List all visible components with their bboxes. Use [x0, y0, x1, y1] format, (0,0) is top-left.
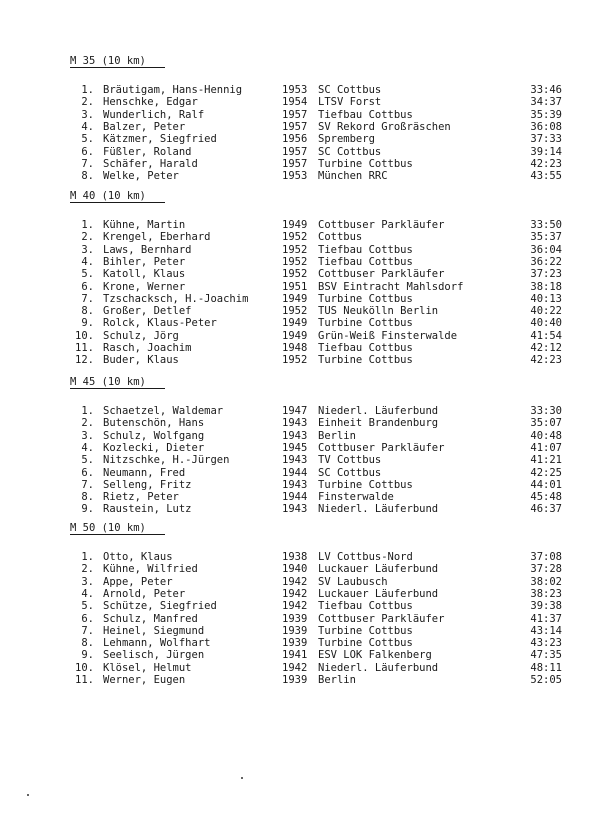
placement: 11.	[75, 674, 94, 686]
result-row	[0, 491, 605, 503]
club-name: TUS Neukölln Berlin	[318, 305, 439, 318]
birth-year: 1943	[282, 429, 308, 442]
placement: 1.	[81, 405, 94, 417]
result-row	[0, 96, 605, 108]
finish-time: 42:23	[530, 354, 562, 367]
birth-year: 1948	[282, 342, 308, 354]
club-name: Luckauer Läuferbund	[318, 587, 439, 600]
heading-underline	[70, 202, 165, 203]
club-name: LTSV Forst	[318, 96, 382, 109]
result-row	[0, 317, 605, 329]
runner-name: Heinel, Siegmund	[103, 624, 205, 637]
placement: 6.	[81, 280, 94, 293]
birth-year: 1945	[282, 441, 308, 454]
runner-name: Schulz, Wolfgang	[103, 429, 205, 442]
club-name: SV Rekord Großräschen	[318, 120, 451, 133]
runner-name: Arnold, Peter	[103, 587, 186, 600]
runner-name: Laws, Bernhard	[103, 243, 192, 256]
runner-name: Krone, Werner	[103, 280, 186, 293]
finish-time: 35:39	[530, 108, 562, 121]
result-row	[0, 170, 605, 182]
club-name: Cottbus	[318, 231, 363, 244]
birth-year: 1944	[282, 491, 308, 504]
finish-time: 41:21	[530, 454, 562, 467]
club-name: Grün-Weiß Finsterwalde	[318, 329, 458, 342]
finish-time: 33:46	[530, 84, 562, 96]
finish-time: 41:07	[530, 441, 562, 454]
club-name: Spremberg	[318, 133, 375, 146]
club-name: Tiefbau Cottbus	[318, 108, 413, 121]
runner-name: Rolck, Klaus-Peter	[103, 317, 217, 330]
placement: 1.	[81, 84, 94, 96]
birth-year: 1952	[282, 354, 308, 367]
result-row	[0, 354, 605, 366]
club-name: Turbine Cottbus	[318, 354, 413, 367]
runner-name: Henschke, Edgar	[103, 96, 198, 109]
placement: 8.	[81, 491, 94, 504]
club-name: Turbine Cottbus	[318, 478, 413, 491]
club-name: Tiefbau Cottbus	[318, 342, 413, 354]
birth-year: 1953	[282, 170, 308, 183]
club-name: Cottbuser Parkläufer	[318, 441, 445, 454]
finish-time: 42:12	[530, 342, 562, 354]
placement: 5.	[81, 600, 94, 613]
result-row	[0, 479, 605, 491]
result-row	[0, 268, 605, 280]
finish-time: 38:23	[530, 587, 562, 600]
runner-name: Schütze, Siegfried	[103, 600, 217, 613]
finish-time: 38:18	[530, 280, 562, 293]
placement: 5.	[81, 133, 94, 146]
finish-time: 35:07	[530, 417, 562, 430]
club-name: Finsterwalde	[318, 491, 394, 504]
runner-name: Krengel, Eberhard	[103, 231, 211, 244]
birth-year: 1940	[282, 563, 308, 576]
runner-name: Nitzschke, H.-Jürgen	[103, 454, 230, 467]
result-row	[0, 442, 605, 454]
birth-year: 1952	[282, 305, 308, 318]
runner-name: Werner, Eugen	[103, 674, 186, 686]
placement: 7.	[81, 624, 94, 637]
placement: 11.	[75, 342, 94, 354]
result-row	[0, 625, 605, 637]
club-name: BSV Eintracht Mahlsdorf	[318, 280, 464, 293]
club-name: Cottbuser Parkläufer	[318, 268, 445, 281]
result-row	[0, 293, 605, 305]
club-name: Niederl. Läuferbund	[318, 661, 439, 674]
club-name: Luckauer Läuferbund	[318, 563, 439, 576]
runner-name: Bihler, Peter	[103, 255, 186, 268]
placement: 3.	[81, 429, 94, 442]
finish-time: 37:08	[530, 551, 562, 563]
runner-name: Wunderlich, Ralf	[103, 108, 205, 121]
club-name: Niederl. Läuferbund	[318, 405, 439, 417]
finish-time: 41:37	[530, 612, 562, 625]
runner-name: Großer, Detlef	[103, 305, 192, 318]
placement: 3.	[81, 108, 94, 121]
finish-time: 34:37	[530, 96, 562, 109]
age-group-heading: M 50 (10 km)	[70, 522, 146, 534]
club-name: Turbine Cottbus	[318, 292, 413, 305]
club-name: Turbine Cottbus	[318, 317, 413, 330]
birth-year: 1942	[282, 661, 308, 674]
birth-year: 1947	[282, 405, 308, 417]
club-name: TV Cottbus	[318, 454, 382, 467]
runner-name: Raustein, Lutz	[103, 503, 192, 516]
finish-time: 33:30	[530, 405, 562, 417]
result-row	[0, 281, 605, 293]
finish-time: 36:04	[530, 243, 562, 256]
club-name: LV Cottbus-Nord	[318, 551, 413, 563]
birth-year: 1952	[282, 255, 308, 268]
result-row	[0, 503, 605, 515]
birth-year: 1957	[282, 108, 308, 121]
birth-year: 1949	[282, 317, 308, 330]
scan-speck	[27, 794, 29, 796]
placement: 2.	[81, 417, 94, 430]
finish-time: 43:23	[530, 637, 562, 650]
scan-speck	[241, 777, 243, 779]
birth-year: 1943	[282, 478, 308, 491]
heading-underline	[70, 388, 165, 389]
club-name: München RRC	[318, 170, 388, 183]
runner-name: Welke, Peter	[103, 170, 179, 183]
finish-time: 42:23	[530, 157, 562, 170]
birth-year: 1957	[282, 120, 308, 133]
club-name: Einheit Brandenburg	[318, 417, 439, 430]
birth-year: 1943	[282, 503, 308, 516]
club-name: Turbine Cottbus	[318, 637, 413, 650]
placement: 6.	[81, 145, 94, 158]
finish-time: 40:22	[530, 305, 562, 318]
club-name: Turbine Cottbus	[318, 624, 413, 637]
finish-time: 46:37	[530, 503, 562, 516]
runner-name: Butenschön, Hans	[103, 417, 205, 430]
club-name: Cottbuser Parkläufer	[318, 219, 445, 231]
placement: 10.	[75, 661, 94, 674]
placement: 6.	[81, 612, 94, 625]
birth-year: 1953	[282, 84, 308, 96]
placement: 1.	[81, 551, 94, 563]
age-group-heading: M 40 (10 km)	[70, 190, 146, 202]
result-row	[0, 133, 605, 145]
result-row	[0, 405, 605, 417]
birth-year: 1939	[282, 624, 308, 637]
placement: 2.	[81, 563, 94, 576]
result-row	[0, 613, 605, 625]
finish-time: 39:38	[530, 600, 562, 613]
finish-time: 40:40	[530, 317, 562, 330]
finish-time: 44:01	[530, 478, 562, 491]
placement: 7.	[81, 157, 94, 170]
result-row	[0, 244, 605, 256]
placement: 8.	[81, 170, 94, 183]
birth-year: 1943	[282, 417, 308, 430]
club-name: ESV LOK Falkenberg	[318, 649, 432, 662]
placement: 8.	[81, 637, 94, 650]
result-row	[0, 109, 605, 121]
club-name: Niederl. Läuferbund	[318, 503, 439, 516]
placement: 4.	[81, 120, 94, 133]
placement: 7.	[81, 478, 94, 491]
finish-time: 37:23	[530, 268, 562, 281]
placement: 8.	[81, 305, 94, 318]
runner-name: Rietz, Peter	[103, 491, 179, 504]
club-name: Turbine Cottbus	[318, 157, 413, 170]
finish-time: 45:48	[530, 491, 562, 504]
placement: 9.	[81, 317, 94, 330]
finish-time: 43:55	[530, 170, 562, 183]
club-name: SC Cottbus	[318, 84, 382, 96]
age-group-heading: M 45 (10 km)	[70, 376, 146, 388]
result-row	[0, 662, 605, 674]
result-row	[0, 219, 605, 231]
placement: 4.	[81, 441, 94, 454]
placement: 10.	[75, 329, 94, 342]
runner-name: Balzer, Peter	[103, 120, 186, 133]
result-row	[0, 563, 605, 575]
birth-year: 1942	[282, 587, 308, 600]
finish-time: 36:22	[530, 255, 562, 268]
runner-name: Kühne, Wilfried	[103, 563, 198, 576]
club-name: SV Laubusch	[318, 575, 388, 588]
result-row	[0, 637, 605, 649]
finish-time: 36:08	[530, 120, 562, 133]
result-row	[0, 417, 605, 429]
birth-year: 1939	[282, 612, 308, 625]
runner-name: Tzschacksch, H.-Joachim	[103, 292, 249, 305]
runner-name: Füßler, Roland	[103, 145, 192, 158]
birth-year: 1942	[282, 600, 308, 613]
runner-name: Bräutigam, Hans-Hennig	[103, 84, 243, 96]
finish-time: 42:25	[530, 466, 562, 479]
result-row	[0, 256, 605, 268]
placement: 7.	[81, 292, 94, 305]
birth-year: 1957	[282, 145, 308, 158]
runner-name: Schaetzel, Waldemar	[103, 405, 224, 417]
birth-year: 1952	[282, 231, 308, 244]
club-name: SC Cottbus	[318, 466, 382, 479]
finish-time: 35:37	[530, 231, 562, 244]
result-row	[0, 551, 605, 563]
birth-year: 1949	[282, 329, 308, 342]
placement: 1.	[81, 219, 94, 231]
placement: 9.	[81, 649, 94, 662]
finish-time: 39:14	[530, 145, 562, 158]
age-group-heading: M 35 (10 km)	[70, 55, 146, 67]
finish-time: 48:11	[530, 661, 562, 674]
birth-year: 1951	[282, 280, 308, 293]
placement: 12.	[75, 354, 94, 367]
placement: 2.	[81, 231, 94, 244]
result-row	[0, 158, 605, 170]
club-name: SC Cottbus	[318, 145, 382, 158]
runner-name: Klösel, Helmut	[103, 661, 192, 674]
club-name: Cottbuser Parkläufer	[318, 612, 445, 625]
heading-underline	[70, 67, 165, 68]
placement: 4.	[81, 255, 94, 268]
birth-year: 1956	[282, 133, 308, 146]
finish-time: 40:48	[530, 429, 562, 442]
birth-year: 1949	[282, 219, 308, 231]
result-row	[0, 600, 605, 612]
runner-name: Neumann, Fred	[103, 466, 186, 479]
runner-name: Schulz, Manfred	[103, 612, 198, 625]
club-name: Berlin	[318, 674, 356, 686]
placement: 5.	[81, 454, 94, 467]
result-row	[0, 84, 605, 96]
result-row	[0, 649, 605, 661]
runner-name: Lehmann, Wolfhart	[103, 637, 211, 650]
runner-name: Rasch, Joachim	[103, 342, 192, 354]
club-name: Berlin	[318, 429, 356, 442]
birth-year: 1943	[282, 454, 308, 467]
finish-time: 41:54	[530, 329, 562, 342]
birth-year: 1952	[282, 243, 308, 256]
birth-year: 1938	[282, 551, 308, 563]
birth-year: 1944	[282, 466, 308, 479]
birth-year: 1954	[282, 96, 308, 109]
result-row	[0, 146, 605, 158]
finish-time: 37:33	[530, 133, 562, 146]
runner-name: Seelisch, Jürgen	[103, 649, 205, 662]
club-name: Tiefbau Cottbus	[318, 600, 413, 613]
runner-name: Schäfer, Harald	[103, 157, 198, 170]
runner-name: Katoll, Klaus	[103, 268, 186, 281]
result-row	[0, 430, 605, 442]
birth-year: 1939	[282, 674, 308, 686]
club-name: Tiefbau Cottbus	[318, 255, 413, 268]
placement: 5.	[81, 268, 94, 281]
runner-name: Kühne, Martin	[103, 219, 186, 231]
placement: 3.	[81, 243, 94, 256]
placement: 4.	[81, 587, 94, 600]
finish-time: 43:14	[530, 624, 562, 637]
birth-year: 1949	[282, 292, 308, 305]
placement: 9.	[81, 503, 94, 516]
club-name: Tiefbau Cottbus	[318, 243, 413, 256]
birth-year: 1942	[282, 575, 308, 588]
birth-year: 1957	[282, 157, 308, 170]
finish-time: 52:05	[530, 674, 562, 686]
runner-name: Buder, Klaus	[103, 354, 179, 367]
result-row	[0, 330, 605, 342]
runner-name: Kätzmer, Siegfried	[103, 133, 217, 146]
result-row	[0, 467, 605, 479]
heading-underline	[70, 534, 165, 535]
runner-name: Schulz, Jörg	[103, 329, 179, 342]
finish-time: 33:50	[530, 219, 562, 231]
result-row	[0, 576, 605, 588]
finish-time: 47:35	[530, 649, 562, 662]
finish-time: 38:02	[530, 575, 562, 588]
runner-name: Appe, Peter	[103, 575, 173, 588]
runner-name: Selleng, Fritz	[103, 478, 192, 491]
result-row	[0, 674, 605, 686]
birth-year: 1952	[282, 268, 308, 281]
result-row	[0, 231, 605, 243]
result-row	[0, 121, 605, 133]
placement: 2.	[81, 96, 94, 109]
birth-year: 1941	[282, 649, 308, 662]
birth-year: 1939	[282, 637, 308, 650]
finish-time: 40:13	[530, 292, 562, 305]
result-row	[0, 588, 605, 600]
runner-name: Otto, Klaus	[103, 551, 173, 563]
result-row	[0, 342, 605, 354]
result-row	[0, 454, 605, 466]
finish-time: 37:28	[530, 563, 562, 576]
placement: 3.	[81, 575, 94, 588]
result-row	[0, 305, 605, 317]
runner-name: Kozlecki, Dieter	[103, 441, 205, 454]
placement: 6.	[81, 466, 94, 479]
